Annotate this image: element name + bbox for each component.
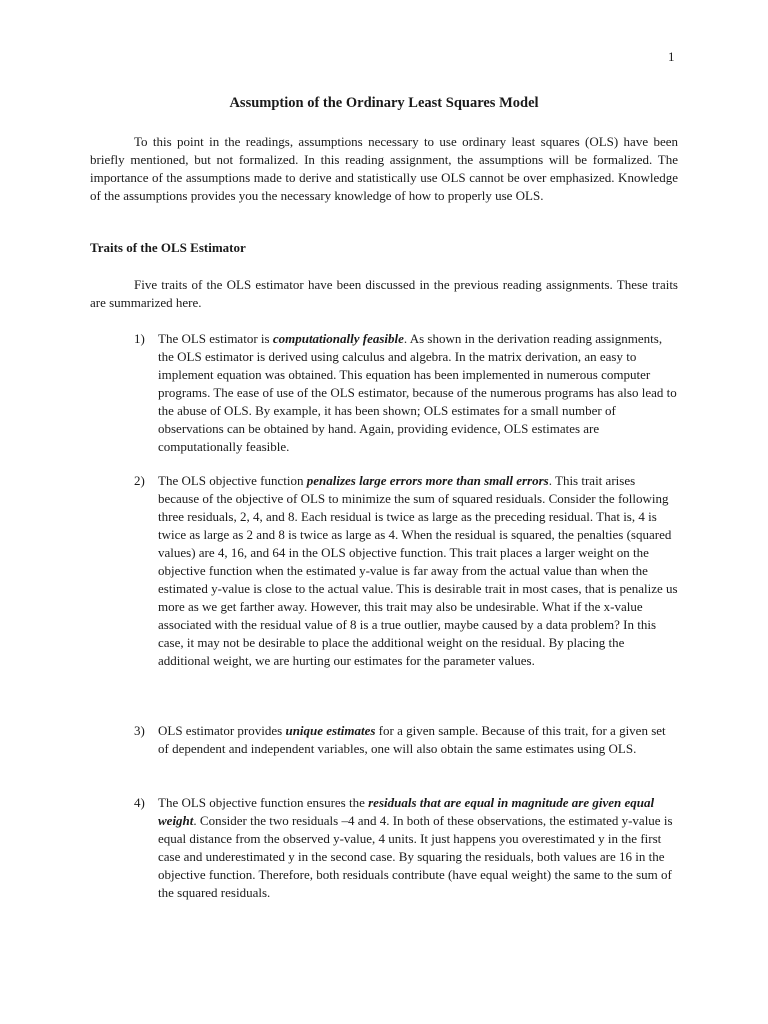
trait-body: . Consider the two residuals –4 and 4. In both of these observations, the estimated y-value is equal distance from the observed y-value, 4 units. It just happens you overestimated y in the first case and underestimated y in the second case. By squaring the residuals, both values are 16 in the objective function. Therefore, both residuals contribute (have equal weight) the same to the sum of the squared residuals. (158, 813, 673, 900)
trait-number: 3) (134, 723, 145, 738)
trait-emphasis: residuals that are equal in magnitude are given equal weight (158, 795, 655, 828)
trait-item-2 (134, 472, 678, 670)
traits-intro-paragraph: Five traits of the OLS estimator have been discussed in the previous reading assignments. These traits are summarized here. (90, 277, 678, 310)
trait-number: 2) (134, 473, 145, 488)
trait-text (158, 330, 678, 456)
trait-emphasis: unique estimates (285, 723, 376, 738)
trait-number: 4) (134, 795, 145, 810)
trait-lead: The OLS objective function (158, 473, 307, 488)
trait-number: 1) (134, 331, 145, 346)
trait-lead: OLS estimator provides (158, 723, 286, 738)
section-heading: Traits of the OLS Estimator (90, 240, 246, 255)
trait-body: . As shown in the derivation reading assignments, the OLS estimator is derived using calculus and algebra. In the matrix derivation, an easy to implement equation was obtained. This equation has been implemented in numerous computer programs. The ease of use of the OLS estimator, because of the numerous programs has also lead to the abuse of OLS. By example, it has been shown; OLS estimates for a small number of observations can be obtained by hand. Again, providing evidence, OLS estimates are computationally feasible. (158, 331, 677, 454)
trait-item-4 (134, 794, 678, 902)
trait-item-1 (134, 330, 678, 456)
trait-body: . This trait arises because of the objective of OLS to minimize the sum of squared residuals. Consider the following three residuals, 2, 4, and 8. Each residual is twice as large as the preceding residual. That is, 4 is twice as large as 2 and 8 is twice as large as 4. When the residual is squared, the penalties (squared values) are 4, 16, and 64 in the OLS objective function. This trait places a larger weight on the objective function when the estimated y-value is far away from the actual value than when the estimated y-value is close to the actual value. This is desirable trait in most cases, that is penalize us more as we get farther away. However, this trait may also be undesirable. What if the x-value associated with the residual value of 8 is a true outlier, maybe caused by a data problem? In this case, it may not be desirable to place the additional weight on the residual. By placing the additional weight, we are hurting our estimates for the parameter values. (158, 473, 678, 668)
trait-text (158, 472, 678, 670)
trait-lead: The OLS estimator is (158, 331, 273, 346)
trait-item-3 (134, 722, 678, 758)
trait-body: for a given sample. Because of this trait, for a given set of dependent and independent variables, one will also obtain the same estimates using OLS. (158, 723, 666, 756)
trait-lead: The OLS objective function ensures the (158, 795, 369, 810)
trait-text (158, 794, 678, 902)
intro-paragraph: To this point in the readings, assumptions necessary to use ordinary least squares (OLS) have been briefly mentioned, but not formalized. In this reading assignment, the assumptions will be formalized. The importance of the assumptions made to derive and statistically use OLS cannot be over emphasized. Knowledge of the assumptions provides you the necessary knowledge of how to properly use OLS. (90, 134, 678, 203)
document-title: Assumption of the Ordinary Least Squares Model (229, 95, 539, 111)
page-number: 1 (668, 49, 675, 64)
trait-emphasis: penalizes large errors more than small errors (306, 473, 549, 488)
trait-text (158, 722, 678, 758)
trait-emphasis: computationally feasible (272, 331, 404, 346)
